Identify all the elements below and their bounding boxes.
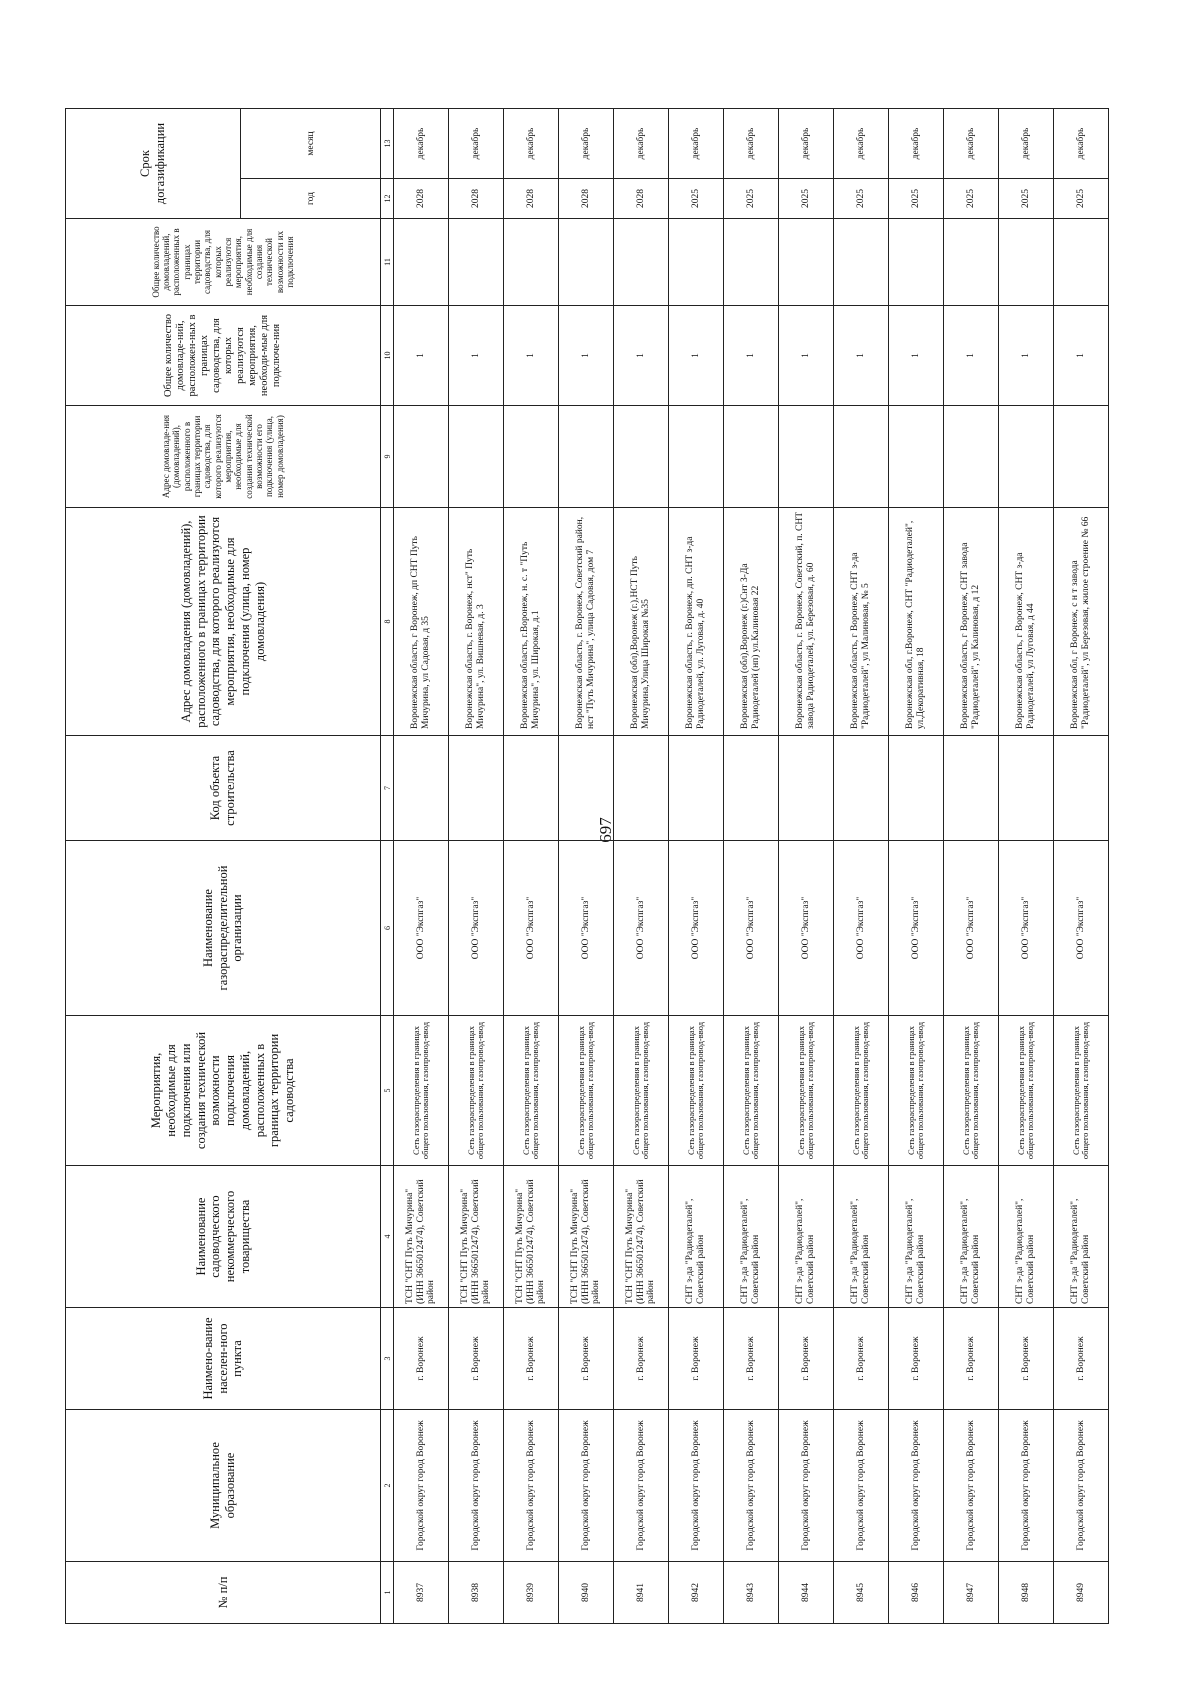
settlement-cell: г. Воронеж	[394, 1308, 449, 1410]
gas-org-cell: ООО "Экспгаз"	[669, 841, 724, 1016]
header-settlement: Наимено-вание населен-ного пункта	[66, 1308, 381, 1410]
count-tech-cell	[999, 219, 1054, 306]
partnership-cell: ТСН "СНТ Путь Мичурина" (ИНН 3665012474), Советский район	[614, 1166, 669, 1308]
month-cell: декабрь	[669, 109, 724, 179]
row-number: 8949	[1054, 1562, 1109, 1624]
address-cell: Воронежская обл, г.Воронеж, СНТ "Радиодеталей", ул.Декоративная, 18	[889, 508, 944, 736]
table-row	[834, 109, 889, 1624]
partnership-cell: СНТ з-да "Радиодеталей", Советский район	[669, 1166, 724, 1308]
address-cell: Воронежская область, г.Воронеж, н. с. т "Путь Мичурина", ул. Широкая, д.1	[504, 508, 559, 736]
month-cell: декабрь	[449, 109, 504, 179]
settlement-cell: г. Воронеж	[999, 1308, 1054, 1410]
partnership-cell: СНТ з-да "Радиодеталей", Советский район	[1054, 1166, 1109, 1308]
column-number: 4	[381, 1166, 394, 1308]
settlement-cell: г. Воронеж	[449, 1308, 504, 1410]
count-tech-cell	[504, 219, 559, 306]
object-code-cell	[834, 736, 889, 841]
column-number: 13	[381, 109, 394, 179]
settlement-cell: г. Воронеж	[1054, 1308, 1109, 1410]
month-cell: декабрь	[1054, 109, 1109, 179]
column-number: 2	[381, 1410, 394, 1562]
row-number: 8941	[614, 1562, 669, 1624]
gas-org-cell: ООО "Экспгаз"	[1054, 841, 1109, 1016]
settlement-cell: г. Воронеж	[724, 1308, 779, 1410]
header-year: год	[241, 179, 381, 219]
month-cell: декабрь	[614, 109, 669, 179]
count-tech-cell	[889, 219, 944, 306]
address-tech-cell	[999, 406, 1054, 508]
header-month: месяц	[241, 109, 381, 179]
partnership-cell: ТСН "СНТ Путь Мичурина" (ИНН 3665012474), Советский район	[394, 1166, 449, 1308]
object-code-cell	[944, 736, 999, 841]
table-row	[889, 109, 944, 1624]
measures-cell: Сеть газораспределения в границах общего пользования, газопровод-ввод	[669, 1016, 724, 1166]
header-gas-org: Наименование газораспределительной организации	[66, 841, 381, 1016]
year-cell: 2025	[669, 179, 724, 219]
count-connect-cell: 1	[724, 306, 779, 406]
gas-org-cell: ООО "Экспгаз"	[834, 841, 889, 1016]
municipality-cell: Городской округ город Воронеж	[449, 1410, 504, 1562]
partnership-cell: СНТ з-да "Радиодеталей", Советский район	[999, 1166, 1054, 1308]
row-number: 8943	[724, 1562, 779, 1624]
partnership-cell: СНТ з-да "Радиодеталей", Советский район	[889, 1166, 944, 1308]
measures-cell: Сеть газораспределения в границах общего пользования, газопровод-ввод	[449, 1016, 504, 1166]
count-connect-cell: 1	[504, 306, 559, 406]
object-code-cell	[504, 736, 559, 841]
measures-cell: Сеть газораспределения в границах общего пользования, газопровод-ввод	[1054, 1016, 1109, 1166]
year-cell: 2025	[724, 179, 779, 219]
address-tech-cell	[889, 406, 944, 508]
table-body	[394, 109, 1109, 1624]
table-row	[669, 109, 724, 1624]
municipality-cell: Городской округ город Воронеж	[394, 1410, 449, 1562]
month-cell: декабрь	[394, 109, 449, 179]
municipality-cell: Городской округ город Воронеж	[944, 1410, 999, 1562]
object-code-cell	[669, 736, 724, 841]
measures-cell: Сеть газораспределения в границах общего пользования, газопровод-ввод	[944, 1016, 999, 1166]
header-count-connect: Общее количество домовладе-ний, расположен-ных в границах садоводства, для которых реализуются мероприятия, необходи-мые для подключе-ния	[66, 306, 381, 406]
municipality-cell: Городской округ город Воронеж	[1054, 1410, 1109, 1562]
object-code-cell	[614, 736, 669, 841]
partnership-cell: ТСН "СНТ Путь Мичурина" (ИНН 3665012474), Советский район	[504, 1166, 559, 1308]
table-row	[504, 109, 559, 1624]
gas-org-cell: ООО "Экспгаз"	[999, 841, 1054, 1016]
partnership-cell: СНТ з-да "Радиодеталей", Советский район	[779, 1166, 834, 1308]
count-connect-cell: 1	[889, 306, 944, 406]
table-row	[779, 109, 834, 1624]
count-tech-cell	[724, 219, 779, 306]
municipality-cell: Городской округ город Воронеж	[559, 1410, 614, 1562]
settlement-cell: г. Воронеж	[504, 1308, 559, 1410]
municipality-cell: Городской округ город Воронеж	[504, 1410, 559, 1562]
measures-cell: Сеть газораспределения в границах общего пользования, газопровод-ввод	[834, 1016, 889, 1166]
header-num: № п/п	[66, 1562, 381, 1624]
gas-org-cell: ООО "Экспгаз"	[559, 841, 614, 1016]
year-cell: 2028	[614, 179, 669, 219]
address-tech-cell	[669, 406, 724, 508]
address-cell: Воронежская область, г Воронеж, СНТ з-да Радиодеталей, ул Луговая, д 44	[999, 508, 1054, 736]
address-cell: Воронежская обл, г Воронеж, с н т завода "Радиодеталей", ул Березовая, жилое строение № 66	[1054, 508, 1109, 736]
gas-org-cell: ООО "Экспгаз"	[724, 841, 779, 1016]
count-tech-cell	[449, 219, 504, 306]
table-row	[614, 109, 669, 1624]
object-code-cell	[999, 736, 1054, 841]
column-number: 3	[381, 1308, 394, 1410]
row-number: 8938	[449, 1562, 504, 1624]
count-connect-cell: 1	[999, 306, 1054, 406]
address-cell: Воронежская (обл),Воронеж (г.),НСТ Путь Мичурина,Улица Широкая №35	[614, 508, 669, 736]
measures-cell: Сеть газораспределения в границах общего пользования, газопровод-ввод	[614, 1016, 669, 1166]
month-cell: декабрь	[889, 109, 944, 179]
address-tech-cell	[1054, 406, 1109, 508]
gas-org-cell: ООО "Экспгаз"	[504, 841, 559, 1016]
address-cell: Воронежская область, г Воронеж, дп СНТ Путь Мичурина, ул Садовая, д 35	[394, 508, 449, 736]
address-cell: Воронежская область, г. Воронеж, дп. СНТ з-да Радиодеталей, ул. Луговая, д. 40	[669, 508, 724, 736]
municipality-cell: Городской округ город Воронеж	[834, 1410, 889, 1562]
header-municipality: Муниципальное образование	[66, 1410, 381, 1562]
municipality-cell: Городской округ город Воронеж	[889, 1410, 944, 1562]
object-code-cell	[779, 736, 834, 841]
gas-org-cell: ООО "Экспгаз"	[614, 841, 669, 1016]
gas-org-cell: ООО "Экспгаз"	[889, 841, 944, 1016]
measures-cell: Сеть газораспределения в границах общего пользования, газопровод-ввод	[999, 1016, 1054, 1166]
partnership-cell: ТСН "СНТ Путь Мичурина" (ИНН 3665012474), Советский район	[559, 1166, 614, 1308]
municipality-cell: Городской округ город Воронеж	[724, 1410, 779, 1562]
settlement-cell: г. Воронеж	[779, 1308, 834, 1410]
header-partnership: Наименование садоводческого некоммерческого товарищества	[66, 1166, 381, 1308]
municipality-cell: Городской округ город Воронеж	[999, 1410, 1054, 1562]
gas-org-cell: ООО "Экспгаз"	[944, 841, 999, 1016]
year-cell: 2025	[944, 179, 999, 219]
column-number: 1	[381, 1562, 394, 1624]
address-tech-cell	[779, 406, 834, 508]
count-connect-cell: 1	[944, 306, 999, 406]
address-cell: Воронежская (обл),Воронеж (г.)Снт З-Да Радиодеталей (нп) ул.Калиновая 22	[724, 508, 779, 736]
year-cell: 2025	[999, 179, 1054, 219]
count-connect-cell: 1	[614, 306, 669, 406]
object-code-cell	[1054, 736, 1109, 841]
row-number: 8942	[669, 1562, 724, 1624]
year-cell: 2025	[889, 179, 944, 219]
address-tech-cell	[449, 406, 504, 508]
count-connect-cell: 1	[669, 306, 724, 406]
row-number: 8947	[944, 1562, 999, 1624]
measures-cell: Сеть газораспределения в границах общего пользования, газопровод-ввод	[504, 1016, 559, 1166]
settlement-cell: г. Воронеж	[669, 1308, 724, 1410]
partnership-cell: СНТ з-да "Радиодеталей", Советский район	[834, 1166, 889, 1308]
year-cell: 2028	[394, 179, 449, 219]
year-cell: 2025	[834, 179, 889, 219]
settlement-cell: г. Воронеж	[559, 1308, 614, 1410]
column-number: 10	[381, 306, 394, 406]
column-number: 12	[381, 179, 394, 219]
column-number: 9	[381, 406, 394, 508]
object-code-cell	[889, 736, 944, 841]
count-tech-cell	[614, 219, 669, 306]
header-object-code: Код объекта строительства	[66, 736, 381, 841]
count-tech-cell	[394, 219, 449, 306]
count-connect-cell: 1	[1054, 306, 1109, 406]
table-row	[1054, 109, 1109, 1624]
measures-cell: Сеть газораспределения в границах общего пользования, газопровод-ввод	[394, 1016, 449, 1166]
municipality-cell: Городской округ город Воронеж	[614, 1410, 669, 1562]
table-row	[559, 109, 614, 1624]
count-connect-cell: 1	[449, 306, 504, 406]
column-number: 7	[381, 736, 394, 841]
month-cell: декабрь	[504, 109, 559, 179]
settlement-cell: г. Воронеж	[834, 1308, 889, 1410]
header-deadline: Срок догазификации	[66, 109, 241, 219]
settlement-cell: г. Воронеж	[889, 1308, 944, 1410]
settlement-cell: г. Воронеж	[614, 1308, 669, 1410]
column-number: 8	[381, 508, 394, 736]
table-row	[449, 109, 504, 1624]
address-tech-cell	[944, 406, 999, 508]
gas-org-cell: ООО "Экспгаз"	[394, 841, 449, 1016]
header-count-tech: Общее количество домовладений, расположенных в границах территории садоводства, для которых реализуются мероприятия, необходимые для создания технической возможности их подключения	[66, 219, 381, 306]
year-cell: 2025	[1054, 179, 1109, 219]
address-cell: Воронежская область, г Воронеж, СНТ завода "Радиодеталей", ул Калиновая, д 12	[944, 508, 999, 736]
month-cell: декабрь	[724, 109, 779, 179]
count-tech-cell	[669, 219, 724, 306]
header-measures: Мероприятия, необходимые для подключения или создания технической возможности подключения домовладений, расположенных в границах территории садоводства	[66, 1016, 381, 1166]
row-number: 8940	[559, 1562, 614, 1624]
count-tech-cell	[834, 219, 889, 306]
row-number: 8946	[889, 1562, 944, 1624]
count-tech-cell	[779, 219, 834, 306]
month-cell: декабрь	[834, 109, 889, 179]
address-tech-cell	[559, 406, 614, 508]
address-cell: Воронежская область, г Воронеж, СНТ з-да "Радиодеталей", ул Малиновая, № 5	[834, 508, 889, 736]
column-number: 11	[381, 219, 394, 306]
address-tech-cell	[394, 406, 449, 508]
address-cell: Воронежская область, г. Воронеж, Советский район, нст "Путь Мичурина", улица Садовая, дом 7	[559, 508, 614, 736]
table-row	[944, 109, 999, 1624]
page-number: 697	[596, 817, 615, 843]
table-row	[394, 109, 449, 1624]
municipality-cell: Городской округ город Воронеж	[669, 1410, 724, 1562]
year-cell: 2028	[504, 179, 559, 219]
month-cell: декабрь	[999, 109, 1054, 179]
header-address: Адрес домовладения (домовладений), расположенного в границах территории садоводства, для которого реализуются мероприятия, необходимые для подключения (улица, номер домовладения)	[66, 508, 381, 736]
table-row	[724, 109, 779, 1624]
measures-cell: Сеть газораспределения в границах общего пользования, газопровод-ввод	[724, 1016, 779, 1166]
municipality-cell: Городской округ город Воронеж	[779, 1410, 834, 1562]
object-code-cell	[559, 736, 614, 841]
gas-org-cell: ООО "Экспгаз"	[449, 841, 504, 1016]
address-tech-cell	[504, 406, 559, 508]
measures-cell: Сеть газораспределения в границах общего пользования, газопровод-ввод	[559, 1016, 614, 1166]
count-tech-cell	[1054, 219, 1109, 306]
count-connect-cell: 1	[559, 306, 614, 406]
address-tech-cell	[834, 406, 889, 508]
count-connect-cell: 1	[779, 306, 834, 406]
year-cell: 2028	[449, 179, 504, 219]
row-number: 8937	[394, 1562, 449, 1624]
address-tech-cell	[614, 406, 669, 508]
row-number: 8944	[779, 1562, 834, 1624]
gas-org-cell: ООО "Экспгаз"	[779, 841, 834, 1016]
address-cell: Воронежская область, г. Воронеж, Советский, п. СНТ завода Радиодеталей, ул. Березовая, д. 60	[779, 508, 834, 736]
partnership-cell: СНТ з-да "Радиодеталей", Советский район	[724, 1166, 779, 1308]
header-address-tech: Адрес домовладе-ния (домовладений), расположенного в границах территории садоводства, для которого реализуются мероприятия, необходимые для создания технической возможности его подключения (улица, номер домовладения)	[66, 406, 381, 508]
row-number: 8939	[504, 1562, 559, 1624]
column-number: 5	[381, 1016, 394, 1166]
object-code-cell	[724, 736, 779, 841]
object-code-cell	[449, 736, 504, 841]
address-tech-cell	[724, 406, 779, 508]
count-connect-cell: 1	[394, 306, 449, 406]
month-cell: декабрь	[779, 109, 834, 179]
partnership-cell: СНТ з-да "Радиодеталей", Советский район	[944, 1166, 999, 1308]
address-cell: Воронежская область, г. Воронеж, нст" Путь Мичурина", ул. Вишневая, д. 3	[449, 508, 504, 736]
partnership-cell: ТСН "СНТ Путь Мичурина" (ИНН 3665012474), Советский район	[449, 1166, 504, 1308]
measures-cell: Сеть газораспределения в границах общего пользования, газопровод-ввод	[779, 1016, 834, 1166]
header-row	[66, 109, 241, 1624]
table-row	[999, 109, 1054, 1624]
count-tech-cell	[559, 219, 614, 306]
month-cell: декабрь	[559, 109, 614, 179]
month-cell: декабрь	[944, 109, 999, 179]
year-cell: 2028	[559, 179, 614, 219]
row-number: 8948	[999, 1562, 1054, 1624]
object-code-cell	[394, 736, 449, 841]
gasification-register-table	[65, 108, 1109, 1624]
year-cell: 2025	[779, 179, 834, 219]
measures-cell: Сеть газораспределения в границах общего пользования, газопровод-ввод	[889, 1016, 944, 1166]
settlement-cell: г. Воронеж	[944, 1308, 999, 1410]
rotated-table-container	[65, 109, 1091, 1624]
row-number: 8945	[834, 1562, 889, 1624]
count-connect-cell: 1	[834, 306, 889, 406]
count-tech-cell	[944, 219, 999, 306]
column-number-row	[381, 109, 394, 1624]
column-number: 6	[381, 841, 394, 1016]
